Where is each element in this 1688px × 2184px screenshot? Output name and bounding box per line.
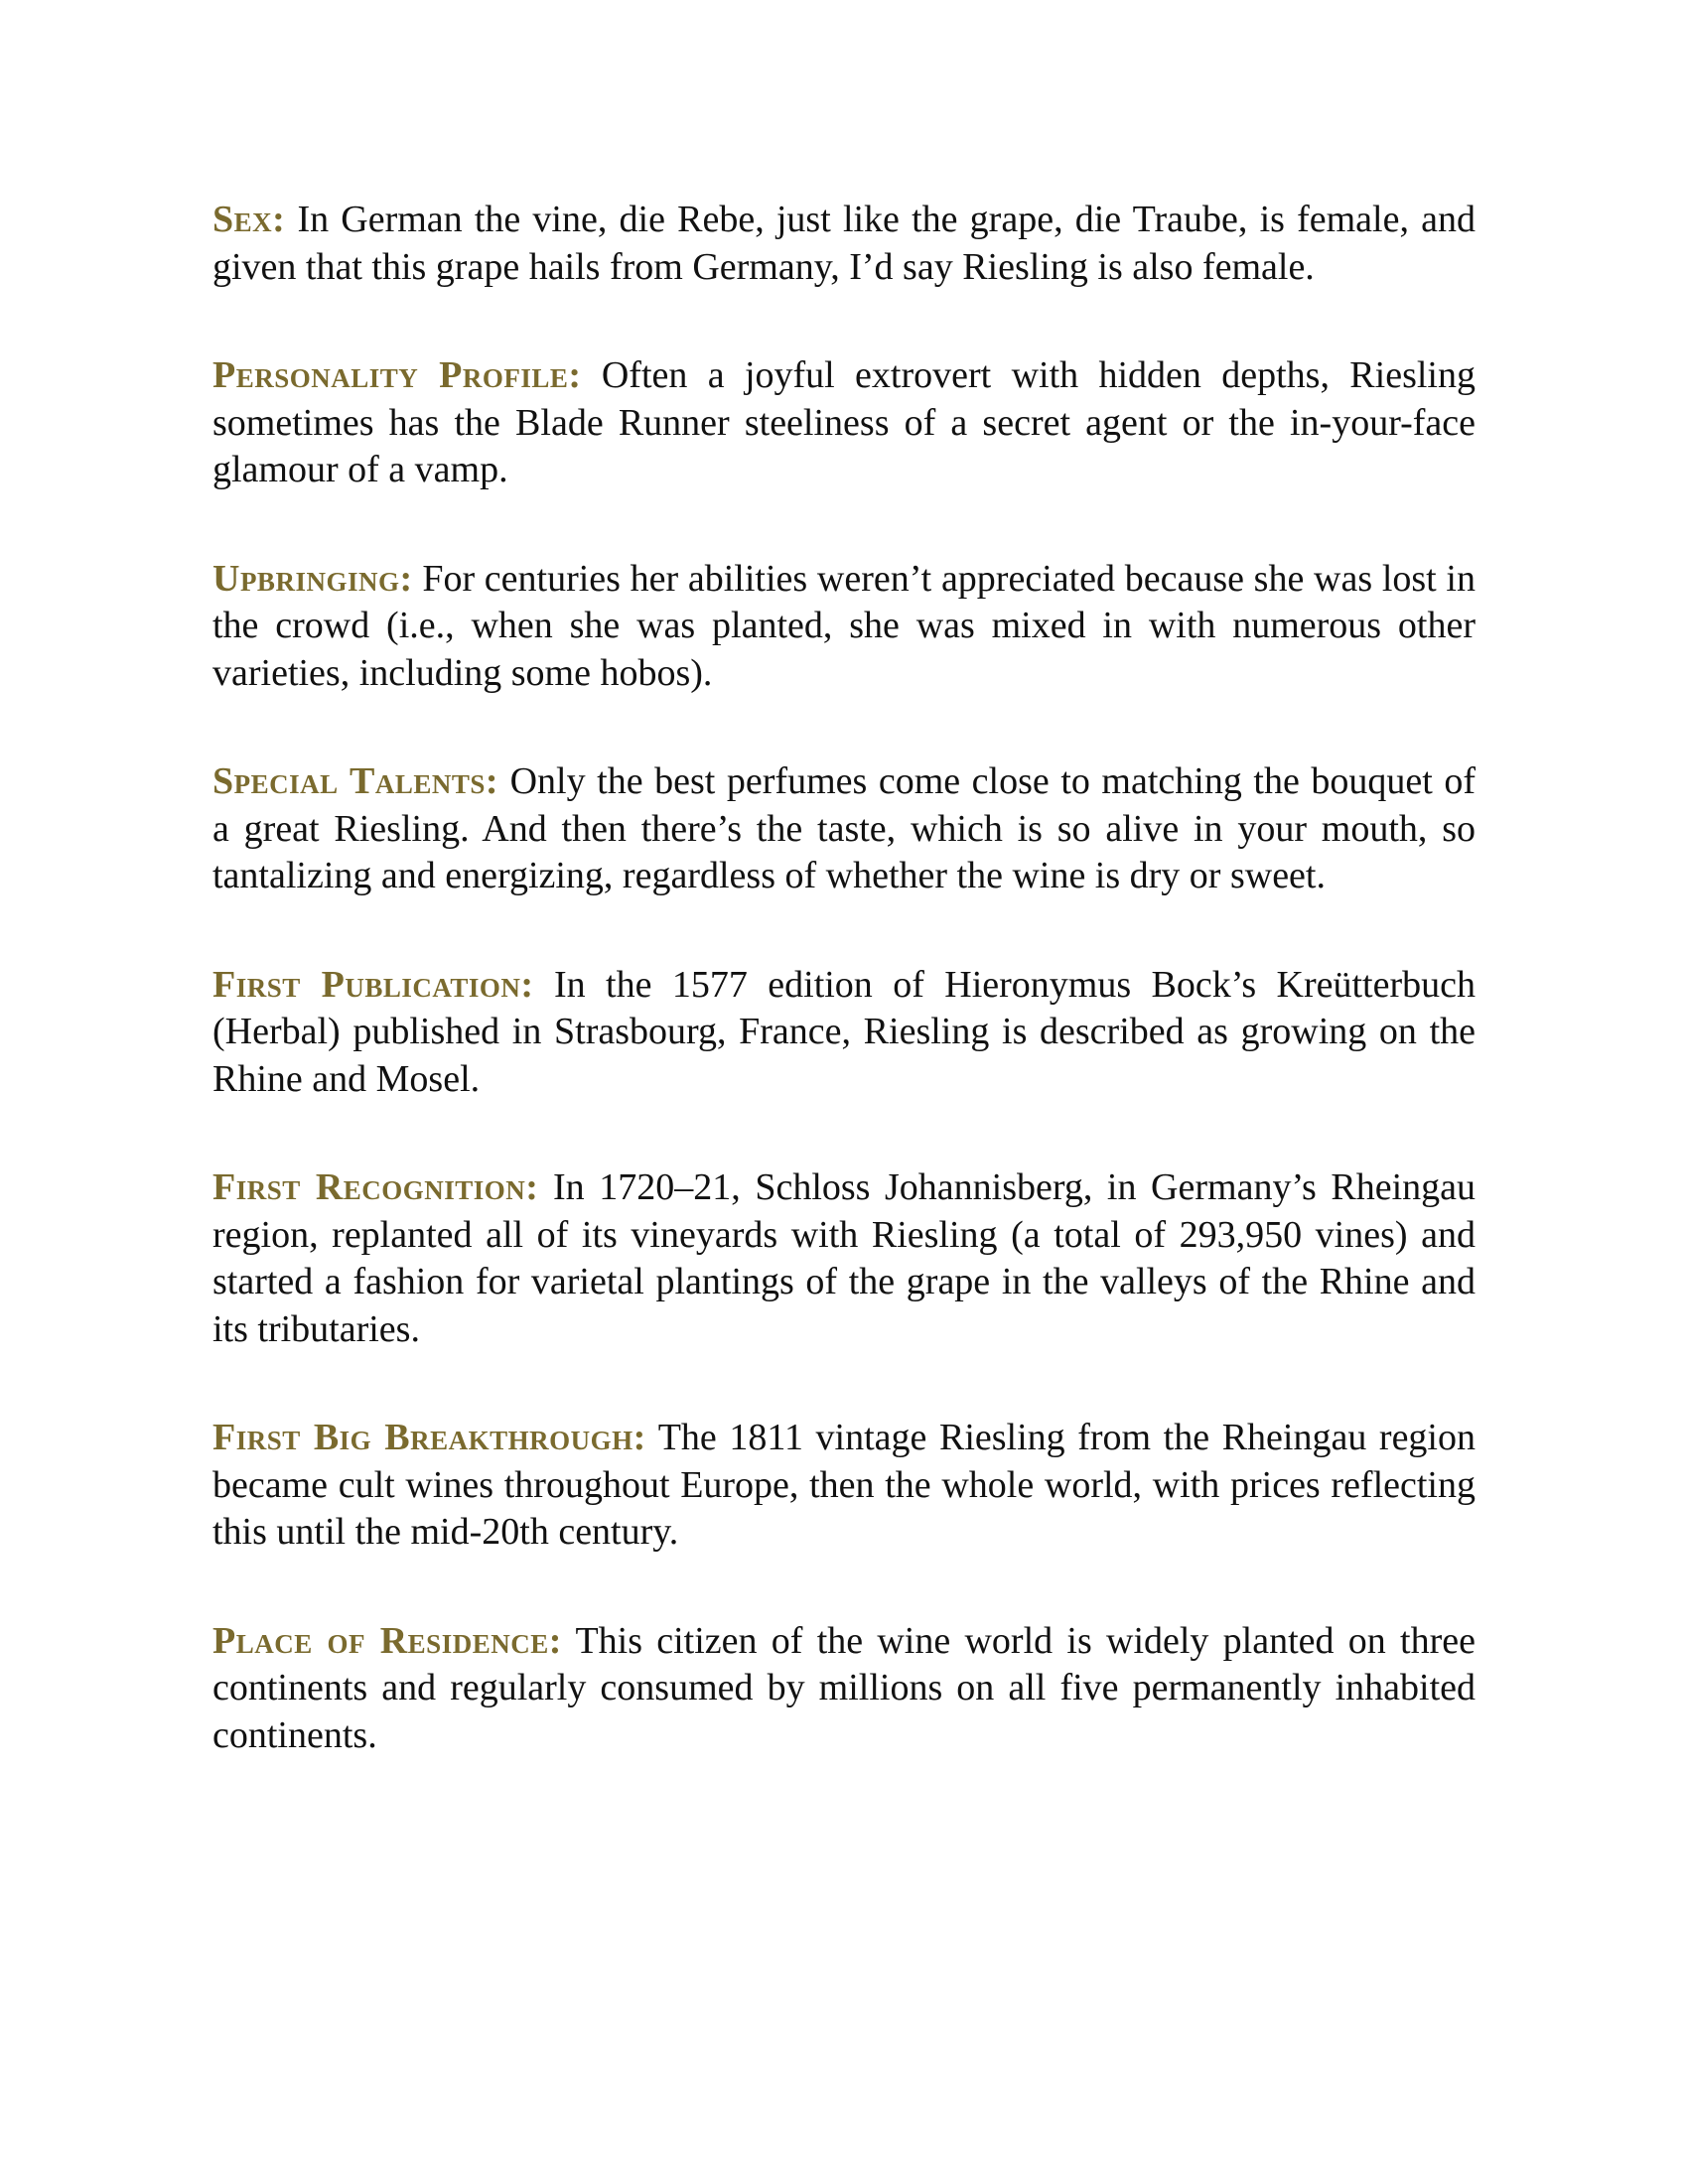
- entry-first-recognition: [212, 1164, 1476, 1353]
- entry-text: In German the vine, die Rebe, just like the grape, die Traube, is female, and given that this grape hails from Germany, I’d say Riesling is also female.: [212, 199, 1476, 288]
- entry-text: The 1811 vintage Riesling from the Rheingau region became cult wines throughout Europe, then the whole world, with prices reflecting this until the mid-20th century.: [212, 1417, 1476, 1553]
- entry-special-talents: [212, 758, 1476, 900]
- entry-text: Only the best perfumes come close to matching the bouquet of a great Riesling. And then there’s the taste, which is so alive in your mouth, so tantalizing and energizing, regardless of whether the wine is dry or sweet.: [212, 760, 1476, 896]
- document-page: [212, 197, 1476, 1821]
- entry-label: Place of Residence:: [212, 1619, 562, 1662]
- entry-place-of-residence: [212, 1618, 1476, 1760]
- entry-text: In the 1577 edition of Hieronymus Bock’s Kreütterbuch (Herbal) published in Strasbourg, France, Riesling is described as growing on the Rhine and Mosel.: [212, 963, 1476, 1100]
- entry-label: First Publication:: [212, 963, 534, 1006]
- entry-label: First Recognition:: [212, 1166, 539, 1208]
- entry-personality-profile: [212, 352, 1476, 494]
- entry-text: Often a joyful extrovert with hidden depths, Riesling sometimes has the Blade Runner steeliness of a secret agent or the in-your-face glamour of a vamp.: [212, 354, 1476, 490]
- entry-label: First Big Breakthrough:: [212, 1417, 646, 1458]
- entry-text: In 1720–21, Schloss Johannisberg, in Germany’s Rheingau region, replanted all of its vineyards with Riesling (a total of 293,950 vines) and started a fashion for varietal plantings of the grape in the valleys of the Rhine and its tributaries.: [212, 1166, 1476, 1350]
- entry-sex: [212, 197, 1476, 291]
- entry-label: Special Talents:: [212, 760, 499, 802]
- entry-text: For centuries her abilities weren’t appreciated because she was lost in the crowd (i.e., when she was planted, she was mixed in with numerous other varieties, including some hobos).: [212, 557, 1476, 694]
- entry-first-big-breakthrough: [212, 1415, 1476, 1557]
- entry-label: Personality Profile:: [212, 354, 582, 396]
- entry-first-publication: [212, 962, 1476, 1104]
- entry-text: This citizen of the wine world is widely planted on three continents and regularly consumed by millions on all five permanently inhabited continents.: [212, 1619, 1476, 1756]
- entry-label: Upbringing:: [212, 557, 413, 600]
- entry-upbringing: [212, 556, 1476, 698]
- entry-label: Sex:: [212, 199, 286, 240]
